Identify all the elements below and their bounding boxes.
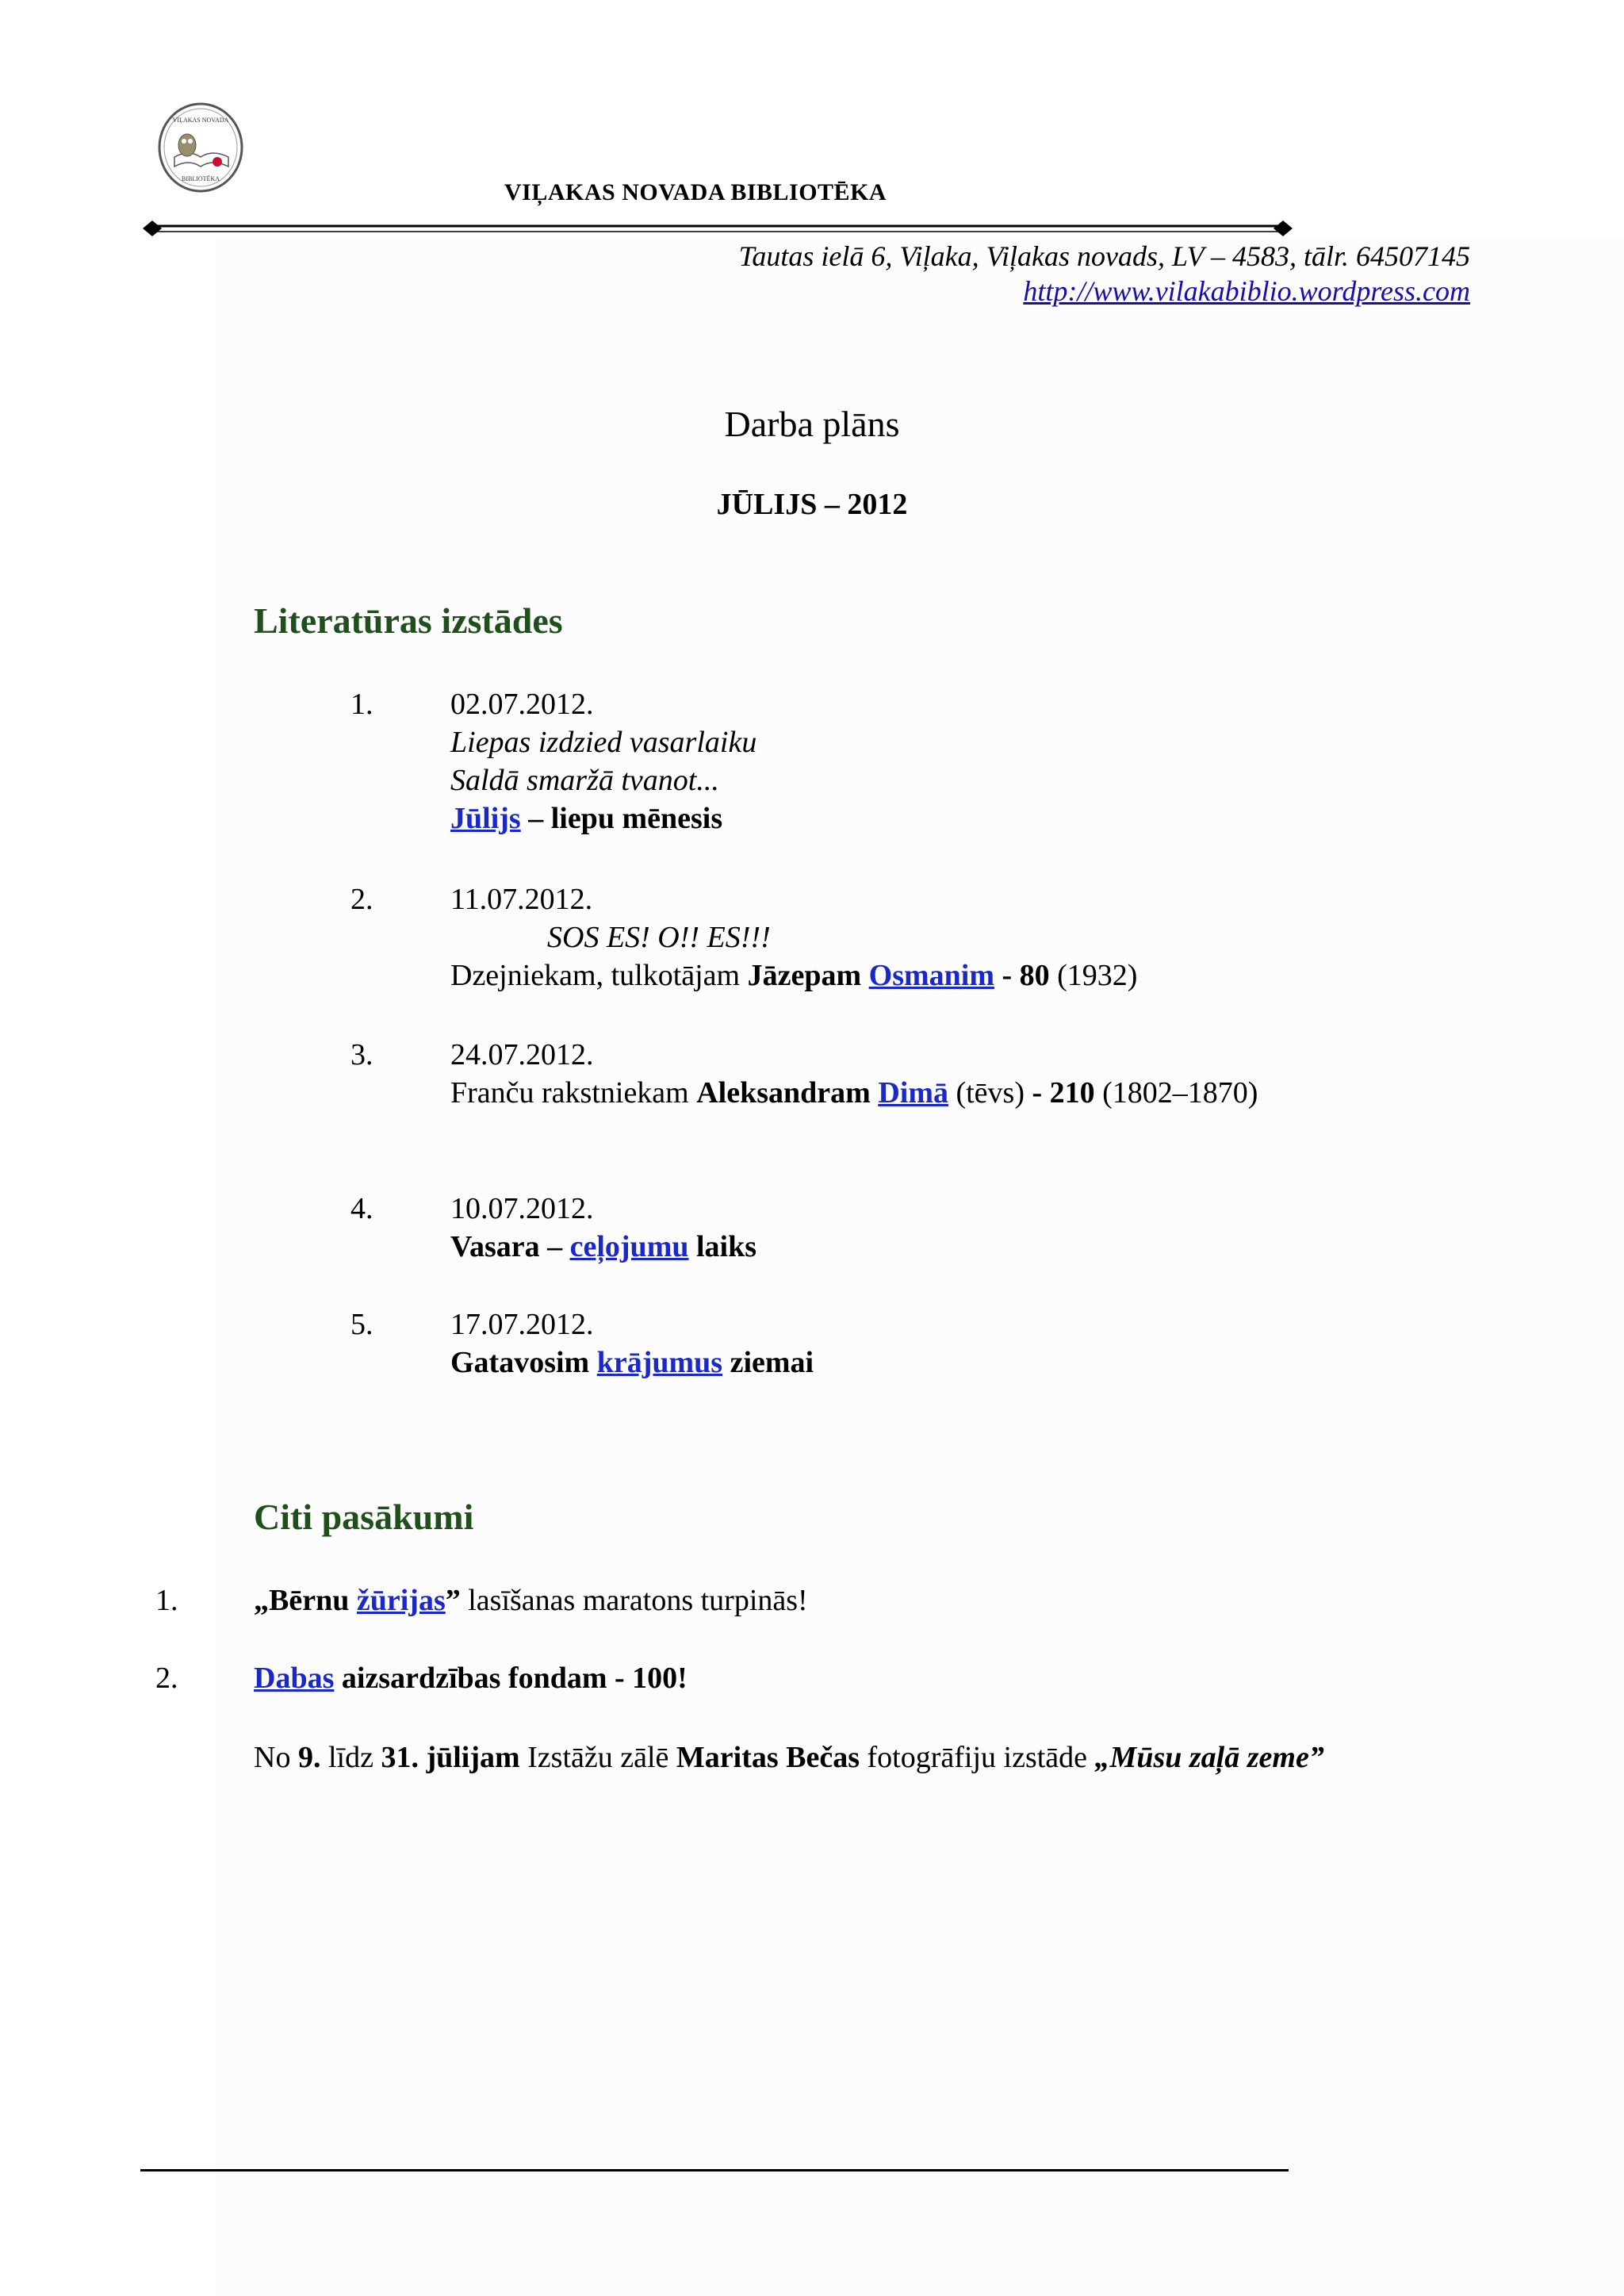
- exhibition-note: No 9. līdz 31. jūlijam Izstāžu zālē Maritas Bečas fotogrāfiju izstāde „Mūsu zaļā zeme”: [254, 1741, 1324, 1774]
- exhibition-date: 11.07.2012.: [450, 883, 593, 916]
- exhibition-item: [450, 880, 1137, 995]
- footer-divider: [140, 2169, 1289, 2171]
- exhibition-item: [450, 685, 756, 838]
- poem-line: Saldā smaržā tvanot...: [450, 764, 719, 797]
- exhibition-number: 5.: [350, 1308, 373, 1341]
- events-heading: Citi pasākumi: [254, 1497, 474, 1537]
- dima-link[interactable]: Dimā: [878, 1076, 948, 1110]
- exhibition-number: 4.: [350, 1192, 373, 1225]
- event-number: 2.: [155, 1662, 178, 1695]
- exhibition-item: [450, 1305, 814, 1382]
- event-item: Dabas aizsardzības fondam - 100!: [254, 1662, 688, 1695]
- exhibition-title: Dzejniekam, tulkotājam Jāzepam Osmanim - 80 (1932): [450, 959, 1138, 992]
- event-item: „Bērnu žūrijas” lasīšanas maratons turpinās!: [254, 1584, 808, 1617]
- exhibition-title: Franču rakstniekam Aleksandram Dimā (tēvs) - 210 (1802–1870): [450, 1076, 1258, 1110]
- exhibition-quote: SOS ES! O!! ES!!!: [547, 921, 771, 954]
- svg-text:BIBLIOTĒKA: BIBLIOTĒKA: [182, 175, 220, 182]
- exhibition-number: 3.: [350, 1038, 373, 1071]
- exhibition-title: Vasara – ceļojumu laiks: [450, 1230, 757, 1263]
- exhibition-date: 24.07.2012.: [450, 1038, 594, 1071]
- exhibition-title: Gatavosim krājumus ziemai: [450, 1346, 814, 1379]
- exhibition-date: 10.07.2012.: [450, 1192, 594, 1225]
- exhibitions-heading: Literatūras izstādes: [254, 600, 563, 641]
- exhibition-item: [450, 1036, 1258, 1112]
- krajumus-link[interactable]: krājumus: [596, 1346, 723, 1379]
- osmanim-link[interactable]: Osmanim: [868, 959, 994, 992]
- library-address: Tautas ielā 6, Viļaka, Viļakas novads, LV – 4583, tālr. 64507145: [738, 240, 1470, 272]
- exhibition-title: Jūlijs – liepu mēnesis: [450, 802, 723, 835]
- library-website-link[interactable]: http://www.vilakabiblio.wordpress.com: [1023, 275, 1470, 307]
- exhibition-item: [450, 1190, 756, 1266]
- library-logo: [157, 102, 244, 194]
- exhibition-number: 2.: [350, 883, 373, 916]
- exhibition-date: 02.07.2012.: [450, 688, 594, 721]
- zurijas-link[interactable]: žūrijas: [356, 1584, 446, 1617]
- exhibition-date: 17.07.2012.: [450, 1308, 594, 1341]
- julijs-link[interactable]: Jūlijs: [450, 802, 521, 835]
- library-name: VIĻAKAS NOVADA BIBLIOTĒKA: [504, 179, 887, 205]
- dabas-link[interactable]: Dabas: [254, 1662, 335, 1695]
- month-heading: JŪLIJS – 2012: [716, 488, 908, 521]
- svg-text:VIĻAKAS NOVADA: VIĻAKAS NOVADA: [172, 117, 229, 124]
- poem-line: Liepas izdzied vasarlaiku: [450, 726, 757, 759]
- page-title: Darba plāns: [724, 404, 900, 444]
- celojumu-link[interactable]: ceļojumu: [569, 1230, 689, 1263]
- page-background: [216, 238, 1624, 2296]
- event-number: 1.: [155, 1584, 178, 1617]
- exhibition-number: 1.: [350, 688, 373, 721]
